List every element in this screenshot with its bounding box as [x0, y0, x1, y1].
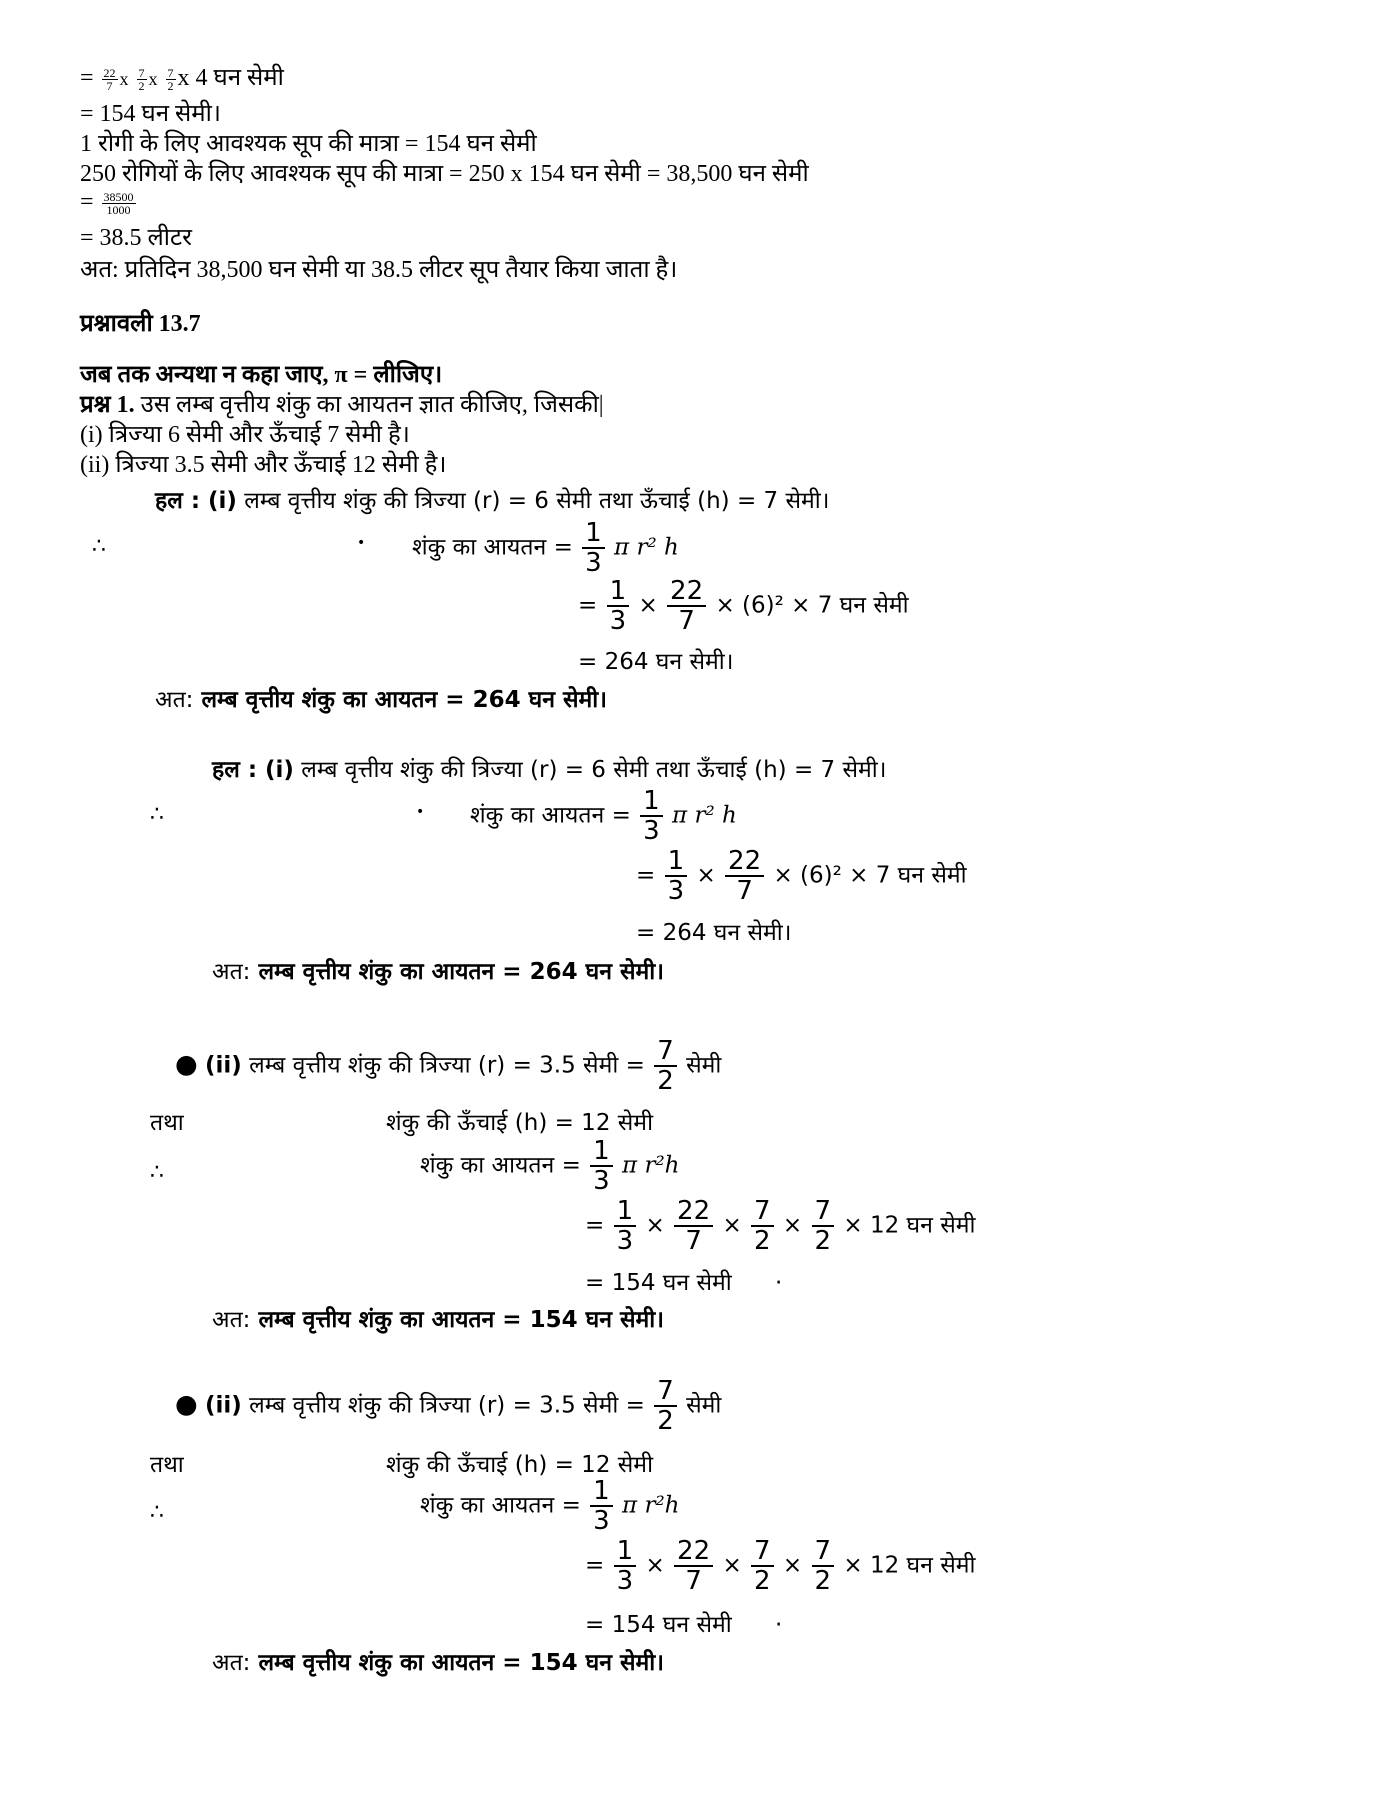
calc-line-6: = 38.5 लीटर [80, 225, 192, 251]
fraction-7-2 [166, 67, 176, 92]
final-text: लम्ब वृत्तीय शंकु का आयतन = 154 घन सेमी। [250, 1307, 664, 1333]
calc-line-1 [80, 64, 284, 93]
fraction-22-7 [102, 67, 118, 92]
calc-line-5 [80, 188, 138, 216]
solution-heading-text: लम्ब वृत्तीय शंकु की त्रिज्या (r) = 3.5 सेमी = [241, 1392, 645, 1419]
fraction-denominator: 2 [657, 1066, 674, 1096]
fraction-denominator: 3 [593, 1506, 610, 1536]
tatha-label: तथा [150, 1452, 184, 1478]
fraction-7-2 [654, 1378, 677, 1434]
fraction-numerator: 7 [654, 1038, 677, 1067]
solution-label: (ii) [205, 1052, 242, 1079]
fraction-1-3 [614, 1198, 637, 1254]
height-line: शंकु की ऊँचाई (h) = 12 सेमी [386, 1452, 654, 1478]
fraction-denominator: 2 [814, 1226, 832, 1256]
equals-sign: = [578, 592, 598, 619]
fraction-7-2 [751, 1538, 774, 1594]
fraction-denominator: 3 [609, 606, 627, 636]
fraction-numerator: 1 [607, 578, 630, 607]
fraction-numerator: 1 [590, 1138, 613, 1167]
solution-heading [175, 1378, 721, 1434]
volume-formula: π r² h [614, 534, 679, 561]
final-answer [212, 957, 664, 987]
volume-calc-line [578, 578, 909, 634]
fraction-denominator: 2 [657, 1406, 674, 1436]
scan-dot: · [775, 1612, 783, 1638]
fraction-numerator: 1 [590, 1478, 613, 1507]
times-sign: × [722, 1212, 742, 1239]
final-text: लम्ब वृत्तीय शंकु का आयतन = 264 घन सेमी। [193, 687, 607, 713]
final-answer [212, 1648, 664, 1678]
fraction-7-2 [654, 1038, 677, 1094]
fraction-1-3 [640, 788, 663, 844]
volume-result [585, 1610, 782, 1640]
equals-sign: = [80, 65, 94, 91]
volume-result: = 264 घन सेमी। [636, 920, 792, 946]
fraction-1-3 [614, 1538, 637, 1594]
fraction-22-7 [674, 1538, 713, 1594]
calc-line-4: 250 रोगियों के लिए आवश्यक सूप की मात्रा = 250 x 154 घन सेमी = 38,500 घन सेमी [80, 161, 809, 187]
fraction-38500-1000 [102, 191, 136, 216]
fraction-denominator: 3 [585, 548, 602, 578]
fraction-numerator: 22 [674, 1198, 713, 1227]
final-text: लम्ब वृत्तीय शंकु का आयतन = 264 घन सेमी। [250, 959, 664, 985]
result-text: = 154 घन सेमी [585, 1612, 732, 1638]
volume-formula-line [420, 1478, 680, 1534]
final-text: लम्ब वृत्तीय शंकु का आयतन = 154 घन सेमी। [250, 1650, 664, 1676]
fraction-numerator: 22 [725, 848, 764, 877]
solution-label: हल : (i) [155, 488, 237, 514]
scan-dot: • [416, 804, 425, 820]
calc-tail: × 12 घन सेमी [843, 1552, 976, 1579]
calc-text: x 4 घन सेमी [177, 65, 284, 91]
calc-tail: × (6)² × 7 घन सेमी [773, 862, 967, 889]
solution-heading [175, 1038, 721, 1094]
fraction-22-7 [725, 848, 764, 904]
fraction-22-7 [667, 578, 706, 634]
final-answer [155, 685, 607, 715]
solution-heading-text: लम्ब वृत्तीय शंकु की त्रिज्या (r) = 3.5 सेमी = [241, 1052, 645, 1079]
fraction-denominator: 7 [106, 78, 113, 93]
fraction-numerator: 22 [674, 1538, 713, 1567]
fraction-1-3 [590, 1138, 613, 1194]
volume-formula-line [412, 520, 679, 576]
scan-dot: • [357, 535, 366, 551]
question-1 [80, 391, 604, 419]
final-prefix: अत: [155, 687, 194, 713]
fraction-numerator: 22 [103, 65, 116, 80]
times-sign: × [782, 1212, 803, 1239]
final-prefix: अत: [212, 1307, 251, 1333]
fraction-denominator: 2 [138, 78, 145, 93]
solution-heading-text: लम्ब वृत्तीय शंकु की त्रिज्या (r) = 6 सेमी तथा ऊँचाई (h) = 7 सेमी। [236, 488, 830, 514]
calc-line-2: = 154 घन सेमी। [80, 101, 221, 127]
times-sign: × [645, 1212, 665, 1239]
equals-sign: = [80, 189, 94, 215]
times-sign: × [638, 592, 658, 619]
bullet-icon: ● [175, 1389, 198, 1420]
fraction-numerator: 7 [812, 1198, 835, 1227]
fraction-7-2 [751, 1198, 774, 1254]
unit-text: सेमी [686, 1052, 722, 1079]
times-sign: × [782, 1552, 803, 1579]
question-part-i: (i) त्रिज्या 6 सेमी और ऊँचाई 7 सेमी है। [80, 422, 410, 448]
fraction-denominator: 2 [754, 1226, 771, 1256]
volume-formula-line [470, 788, 737, 844]
fraction-numerator: 1 [665, 848, 688, 877]
times-sign: × [696, 862, 716, 889]
exercise-heading: प्रश्नावली 13.7 [80, 311, 201, 337]
volume-result [585, 1268, 782, 1298]
fraction-denominator: 7 [678, 606, 695, 636]
solution-label: (ii) [205, 1392, 242, 1419]
volume-result: = 264 घन सेमी। [578, 649, 734, 675]
final-prefix: अत: [212, 1650, 251, 1676]
equals-sign: = [585, 1552, 605, 1579]
final-prefix: अत: [212, 959, 251, 985]
fraction-numerator: 7 [812, 1538, 835, 1567]
fraction-7-2 [812, 1538, 835, 1594]
fraction-denominator: 7 [685, 1226, 702, 1256]
fraction-7-2 [812, 1198, 835, 1254]
fraction-numerator: 1 [582, 520, 605, 549]
final-answer [212, 1305, 664, 1335]
fraction-denominator: 7 [736, 876, 753, 906]
fraction-numerator: 1 [640, 788, 663, 817]
volume-calc-line [585, 1538, 975, 1594]
pi-note: जब तक अन्यथा न कहा जाए, π = लीजिए। [80, 362, 443, 388]
solution-heading [155, 486, 829, 516]
unit-text: सेमी [686, 1392, 722, 1419]
volume-formula: π r²h [622, 1492, 680, 1519]
fraction-denominator: 2 [167, 78, 174, 93]
fraction-denominator: 3 [616, 1226, 634, 1256]
therefore-symbol: ∴ [150, 1500, 164, 1525]
fraction-1-3 [665, 848, 688, 904]
fraction-denominator: 2 [814, 1566, 832, 1596]
fraction-denominator: 3 [616, 1566, 634, 1596]
equals-sign: = [585, 1212, 605, 1239]
fraction-denominator: 3 [643, 816, 660, 846]
times-sign: x [148, 69, 158, 89]
question-label: प्रश्न 1. [80, 392, 135, 418]
question-part-ii: (ii) त्रिज्या 3.5 सेमी और ऊँचाई 12 सेमी है। [80, 452, 447, 478]
fraction-numerator: 22 [667, 578, 706, 607]
calc-line-3: 1 रोगी के लिए आवश्यक सूप की मात्रा = 154 घन सेमी [80, 131, 537, 157]
equals-sign: = [636, 862, 656, 889]
volume-calc-line [585, 1198, 975, 1254]
fraction-22-7 [674, 1198, 713, 1254]
fraction-denominator: 1000 [106, 202, 131, 217]
tatha-label: तथा [150, 1110, 184, 1136]
fraction-1-3 [607, 578, 630, 634]
fraction-7-2 [137, 67, 147, 92]
calc-tail: × 12 घन सेमी [843, 1212, 976, 1239]
volume-formula-line [420, 1138, 680, 1194]
solution-heading-text: लम्ब वृत्तीय शंकु की त्रिज्या (r) = 6 सेमी तथा ऊँचाई (h) = 7 सेमी। [293, 757, 887, 783]
scan-dot: · [775, 1270, 783, 1296]
volume-formula: π r² h [672, 802, 737, 829]
fraction-numerator: 1 [614, 1198, 637, 1227]
fraction-numerator: 7 [138, 65, 145, 80]
result-text: = 154 घन सेमी [585, 1270, 732, 1296]
times-sign: × [722, 1552, 742, 1579]
fraction-1-3 [590, 1478, 613, 1534]
volume-label: शंकु का आयतन = [420, 1152, 581, 1179]
fraction-numerator: 38500 [103, 189, 134, 204]
volume-label: शंकु का आयतन = [412, 534, 573, 561]
conclusion-line: अत: प्रतिदिन 38,500 घन सेमी या 38.5 लीटर सूप तैयार किया जाता है। [80, 257, 678, 283]
fraction-numerator: 1 [614, 1538, 637, 1567]
therefore-symbol: ∴ [150, 802, 164, 827]
fraction-denominator: 3 [593, 1166, 610, 1196]
fraction-numerator: 7 [751, 1198, 774, 1227]
solution-heading [212, 755, 886, 785]
fraction-numerator: 7 [654, 1378, 677, 1407]
height-line: शंकु की ऊँचाई (h) = 12 सेमी [386, 1110, 654, 1136]
fraction-1-3 [582, 520, 605, 576]
volume-label: शंकु का आयतन = [420, 1492, 581, 1519]
fraction-numerator: 7 [751, 1538, 774, 1567]
question-text: उस लम्ब वृत्तीय शंकु का आयतन ज्ञात कीजिए, जिसकी| [134, 392, 604, 418]
calc-tail: × (6)² × 7 घन सेमी [715, 592, 909, 619]
fraction-numerator: 7 [167, 65, 174, 80]
fraction-denominator: 2 [754, 1566, 771, 1596]
fraction-denominator: 3 [667, 876, 685, 906]
volume-label: शंकु का आयतन = [470, 802, 631, 829]
times-sign: x [119, 69, 129, 89]
bullet-icon: ● [175, 1049, 198, 1080]
fraction-denominator: 7 [685, 1566, 702, 1596]
volume-calc-line [636, 848, 967, 904]
therefore-symbol: ∴ [150, 1160, 164, 1185]
solution-label: हल : (i) [212, 757, 294, 783]
volume-formula: π r²h [622, 1152, 680, 1179]
therefore-symbol: ∴ [92, 534, 106, 559]
times-sign: × [645, 1552, 665, 1579]
